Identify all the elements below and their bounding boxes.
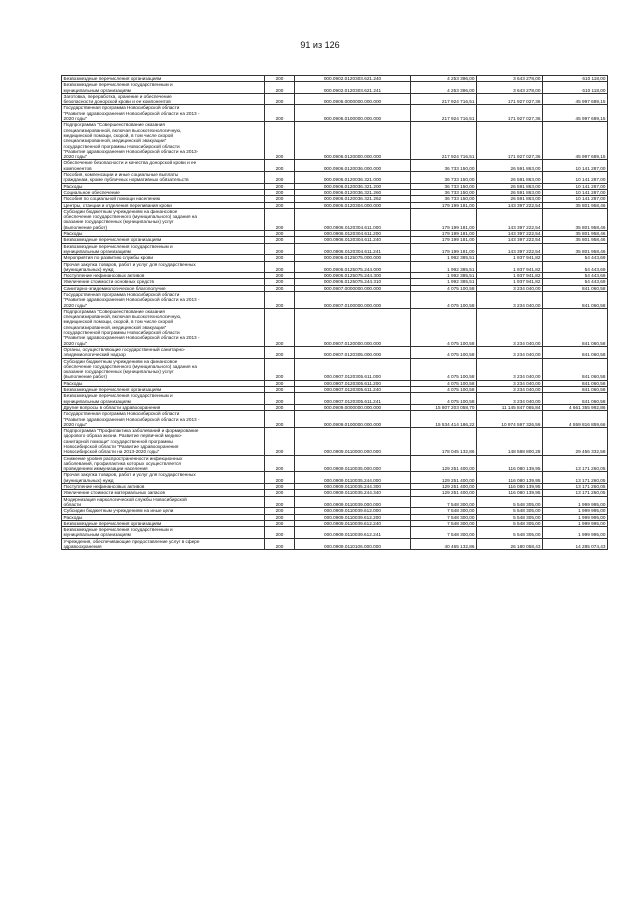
row-executed: 143 397 222,54 xyxy=(477,202,543,208)
row-code: 200 xyxy=(265,484,295,490)
budget-table-body xyxy=(62,76,608,550)
row-classification: 000.0909.0110039.000.000 xyxy=(295,496,411,508)
row-name: Безвозмездные перечисления организациям xyxy=(62,76,265,82)
row-approved: 179 199 181,00 xyxy=(411,237,477,243)
row-code: 200 xyxy=(265,172,295,184)
row-executed: 116 080 139,95 xyxy=(477,455,543,472)
row-unexecuted: 841 060,58 xyxy=(543,308,608,346)
row-code: 200 xyxy=(265,514,295,520)
row-code: 200 xyxy=(265,508,295,514)
row-unexecuted: 45 997 689,15 xyxy=(543,93,608,105)
row-classification: 000.0909.0110035.244.300 xyxy=(295,484,411,490)
row-unexecuted: 14 285 074,43 xyxy=(543,538,608,550)
row-approved: 4 075 100,58 xyxy=(411,291,477,308)
row-approved: 1 992 385,51 xyxy=(411,279,477,285)
row-approved: 4 075 100,58 xyxy=(411,380,477,386)
row-executed: 171 927 027,36 xyxy=(477,122,543,160)
row-classification: 000.0906.0125075.244.310 xyxy=(295,279,411,285)
row-name: Обеспечение безопасности и качества донорской крови и ее компонентов xyxy=(62,160,265,172)
row-unexecuted: 841 060,58 xyxy=(543,380,608,386)
row-name: Государственная программа Новосибирской области "Развитие здравоохранения Новосибирской области на 2013 - 2020 годы" xyxy=(62,291,265,308)
row-code: 200 xyxy=(265,490,295,496)
row-classification: 000.0906.0120036.321.000 xyxy=(295,172,411,184)
row-approved: 4 075 100,58 xyxy=(411,285,477,291)
row-approved: 4 075 100,58 xyxy=(411,346,477,358)
table-row xyxy=(62,404,608,410)
row-approved: 179 199 181,00 xyxy=(411,202,477,208)
row-code: 200 xyxy=(265,520,295,526)
table-row xyxy=(62,93,608,105)
table-row xyxy=(62,279,608,285)
row-executed: 5 548 305,00 xyxy=(477,496,543,508)
row-name: Поступление нефинансовых активов xyxy=(62,484,265,490)
row-executed: 5 548 305,00 xyxy=(477,527,543,539)
row-code: 200 xyxy=(265,243,295,255)
row-classification: 000.0906.0120304.611.240 xyxy=(295,237,411,243)
row-unexecuted: 54 443,69 xyxy=(543,273,608,279)
row-name: Расходы xyxy=(62,231,265,237)
row-name: Безвозмездные перечисления организациям xyxy=(62,387,265,393)
row-executed: 26 591 863,00 xyxy=(477,183,543,189)
table-row xyxy=(62,237,608,243)
row-unexecuted: 841 060,58 xyxy=(543,387,608,393)
row-unexecuted: 54 443,69 xyxy=(543,261,608,273)
row-approved: 1 992 385,51 xyxy=(411,261,477,273)
row-classification: 000.0909.0110106.000.000 xyxy=(295,538,411,550)
row-classification: 000.0902.0120303.621.241 xyxy=(295,82,411,94)
row-executed: 171 927 027,36 xyxy=(477,93,543,105)
row-code: 200 xyxy=(265,231,295,237)
row-approved: 4 253 396,00 xyxy=(411,82,477,94)
row-executed: 5 548 305,00 xyxy=(477,520,543,526)
row-unexecuted: 35 801 958,46 xyxy=(543,231,608,237)
row-approved: 4 075 100,58 xyxy=(411,358,477,380)
row-name: Субсидии бюджетным учреждениям на финансовое обеспечение государственного (муниципального) задания на оказание государственных (муниципальных) услуг (выполнение работ) xyxy=(62,208,265,230)
row-classification: 000.0906.0125075.000.000 xyxy=(295,255,411,261)
table-row xyxy=(62,243,608,255)
row-name: Органы, осуществляющие государственный санитарно- эпидемиологический надзор xyxy=(62,346,265,358)
row-name: Заготовка, переработка, хранение и обеспечение безопасности донорской крови и ее компонентов xyxy=(62,93,265,105)
row-code: 200 xyxy=(265,346,295,358)
table-row xyxy=(62,428,608,455)
row-executed: 3 234 040,00 xyxy=(477,291,543,308)
row-executed: 143 397 222,54 xyxy=(477,208,543,230)
row-name: Социальное обеспечение xyxy=(62,189,265,195)
row-classification: 000.0909.0000000.000.000 xyxy=(295,404,411,410)
row-classification: 000.0906.0125075.244.300 xyxy=(295,273,411,279)
row-classification: 000.0909.0110039.612.241 xyxy=(295,527,411,539)
table-row xyxy=(62,346,608,358)
row-code: 200 xyxy=(265,538,295,550)
table-row xyxy=(62,202,608,208)
row-classification: 000.0906.0120036.000.000 xyxy=(295,160,411,172)
table-row xyxy=(62,538,608,550)
row-classification: 000.0909.0100000.000.000 xyxy=(295,411,411,428)
row-code: 200 xyxy=(265,380,295,386)
row-unexecuted: 1 999 995,00 xyxy=(543,527,608,539)
row-name: Безвозмездные перечисления государственным и муниципальным организациям xyxy=(62,393,265,405)
row-code: 200 xyxy=(265,196,295,202)
row-classification: 000.0906.0120000.000.000 xyxy=(295,122,411,160)
row-code: 200 xyxy=(265,279,295,285)
row-unexecuted: 841 060,58 xyxy=(543,285,608,291)
row-name: Расходы xyxy=(62,183,265,189)
row-approved: 179 199 181,00 xyxy=(411,208,477,230)
row-unexecuted: 13 171 260,05 xyxy=(543,490,608,496)
row-classification: 000.0906.0120036.321.200 xyxy=(295,183,411,189)
row-classification: 000.0907.0120305.611.200 xyxy=(295,380,411,386)
row-code: 200 xyxy=(265,93,295,105)
row-name: Прочая закупка товаров, работ и услуг для государственных (муниципальных) нужд xyxy=(62,261,265,273)
row-approved: 129 251 400,00 xyxy=(411,472,477,484)
table-row xyxy=(62,520,608,526)
row-name: Учреждения, обеспечивающие предоставление услуг в сфере здравоохранения xyxy=(62,538,265,550)
row-code: 200 xyxy=(265,404,295,410)
row-executed: 116 080 139,95 xyxy=(477,472,543,484)
row-approved: 129 251 400,00 xyxy=(411,490,477,496)
table-row xyxy=(62,255,608,261)
row-code: 200 xyxy=(265,411,295,428)
row-classification: 000.0907.0120305.611.240 xyxy=(295,387,411,393)
page-number: 91 из 126 xyxy=(300,40,340,50)
row-name: Расходы xyxy=(62,380,265,386)
row-executed: 26 180 058,43 xyxy=(477,538,543,550)
row-name: Подпрограмма "Совершенствование оказания специализированной, включая высокотехнологичную, медицинской помощи, скорой, в том числе скорой специализированной, медицинской эвакуации" государственной программы Новосибирской области "Развитие здравоохранения Новосибирской области на 2013 - 2020 годы" xyxy=(62,308,265,346)
table-row xyxy=(62,358,608,380)
row-classification: 000.0906.0120036.321.262 xyxy=(295,196,411,202)
row-code: 200 xyxy=(265,273,295,279)
row-executed: 3 234 040,00 xyxy=(477,380,543,386)
row-name: Государственная программа Новосибирской области "Развитие здравоохранения Новосибирской области на 2013 - 2020 годы" xyxy=(62,411,265,428)
row-classification: 000.0906.0120036.321.260 xyxy=(295,189,411,195)
row-approved: 129 251 400,00 xyxy=(411,455,477,472)
row-unexecuted: 35 801 958,46 xyxy=(543,237,608,243)
row-classification: 000.0907.0000000.000.000 xyxy=(295,285,411,291)
row-executed: 1 937 941,82 xyxy=(477,255,543,261)
row-code: 200 xyxy=(265,387,295,393)
table-row xyxy=(62,455,608,472)
row-name: Расходы xyxy=(62,514,265,520)
row-name: Центры, станции и отделения переливания крови xyxy=(62,202,265,208)
row-classification: 000.0909.0110035.244.000 xyxy=(295,472,411,484)
row-code: 200 xyxy=(265,285,295,291)
row-classification: 000.0909.0110039.612.200 xyxy=(295,514,411,520)
row-unexecuted: 610 118,00 xyxy=(543,76,608,82)
row-approved: 217 924 716,51 xyxy=(411,122,477,160)
table-row xyxy=(62,393,608,405)
row-unexecuted: 841 060,58 xyxy=(543,291,608,308)
row-classification: 000.0909.0110035.244.340 xyxy=(295,490,411,496)
row-unexecuted: 13 171 260,05 xyxy=(543,484,608,490)
row-name: Модернизация наркологической службы Новосибирской области xyxy=(62,496,265,508)
row-approved: 7 548 300,00 xyxy=(411,520,477,526)
table-row xyxy=(62,527,608,539)
table-row xyxy=(62,490,608,496)
row-code: 200 xyxy=(265,393,295,405)
row-classification: 000.0909.0110000.000.000 xyxy=(295,428,411,455)
row-executed: 3 234 040,00 xyxy=(477,387,543,393)
row-approved: 4 075 100,58 xyxy=(411,308,477,346)
row-approved: 7 548 300,00 xyxy=(411,514,477,520)
row-unexecuted: 45 997 689,15 xyxy=(543,122,608,160)
row-code: 200 xyxy=(265,105,295,122)
row-executed: 143 397 222,54 xyxy=(477,231,543,237)
row-approved: 179 199 181,00 xyxy=(411,243,477,255)
row-unexecuted: 13 171 260,05 xyxy=(543,455,608,472)
row-name: Субсидии бюджетным учреждениям на финансовое обеспечение государственного (муниципального) задания на оказание государственных (муниципальных) услуг (выполнение работ) xyxy=(62,358,265,380)
row-classification: 000.0906.0120304.611.200 xyxy=(295,231,411,237)
row-classification: 000.0906.0120304.611.000 xyxy=(295,208,411,230)
table-row xyxy=(62,76,608,82)
row-unexecuted: 610 118,00 xyxy=(543,82,608,94)
row-name: Безвозмездные перечисления организациям xyxy=(62,520,265,526)
row-code: 200 xyxy=(265,208,295,230)
row-classification: 000.0909.0110039.612.000 xyxy=(295,508,411,514)
table-row xyxy=(62,291,608,308)
table-row xyxy=(62,484,608,490)
row-approved: 179 199 181,00 xyxy=(411,231,477,237)
row-unexecuted: 10 141 287,00 xyxy=(543,183,608,189)
row-executed: 5 548 305,00 xyxy=(477,514,543,520)
row-name: Снижение уровня распространенности инфекционных заболеваний, профилактика которых осуществляется проведением иммунизации населения xyxy=(62,455,265,472)
row-name: Безвозмездные перечисления государственным и муниципальным организациям xyxy=(62,82,265,94)
row-unexecuted: 1 999 995,00 xyxy=(543,520,608,526)
row-code: 200 xyxy=(265,76,295,82)
row-classification: 000.0907.0100000.000.000 xyxy=(295,291,411,308)
row-name: Поступление нефинансовых активов xyxy=(62,273,265,279)
table-row xyxy=(62,285,608,291)
row-name: Подпрограмма "Профилактика заболеваний и формирование здорового образа жизни. Развитие первичной медико- санитарной помощи" государственной программы Новосибирской области "Развитие здравоохранения Новосибирской области на 2013-2020 годы" xyxy=(62,428,265,455)
row-code: 200 xyxy=(265,496,295,508)
table-row xyxy=(62,196,608,202)
row-classification: 000.0909.0110035.000.000 xyxy=(295,455,411,472)
row-unexecuted: 35 801 958,46 xyxy=(543,208,608,230)
row-code: 200 xyxy=(265,261,295,273)
row-approved: 15 534 414 186,22 xyxy=(411,411,477,428)
row-executed: 26 591 863,00 xyxy=(477,160,543,172)
row-code: 200 xyxy=(265,291,295,308)
row-name: Пособия по социальной помощи населению xyxy=(62,196,265,202)
row-executed: 148 588 800,28 xyxy=(477,428,543,455)
table-row xyxy=(62,273,608,279)
row-executed: 26 591 863,00 xyxy=(477,196,543,202)
row-code: 200 xyxy=(265,160,295,172)
row-name: Безвозмездные перечисления государственным и муниципальным организациям xyxy=(62,527,265,539)
row-name: Санитарно-эпидемиологическое благополучие xyxy=(62,285,265,291)
row-unexecuted: 1 999 995,00 xyxy=(543,514,608,520)
row-classification: 000.0902.0120303.621.240 xyxy=(295,76,411,82)
row-executed: 3 234 040,00 xyxy=(477,308,543,346)
row-name: Другие вопросы в области здравоохранения xyxy=(62,404,265,410)
row-executed: 143 397 222,54 xyxy=(477,237,543,243)
row-approved: 36 733 150,00 xyxy=(411,196,477,202)
table-row xyxy=(62,472,608,484)
row-name: Безвозмездные перечисления организациям xyxy=(62,237,265,243)
row-classification: 000.0906.0120304.611.241 xyxy=(295,243,411,255)
row-executed: 3 643 278,00 xyxy=(477,76,543,82)
row-executed: 1 937 941,82 xyxy=(477,261,543,273)
row-executed: 116 080 139,95 xyxy=(477,490,543,496)
row-executed: 3 234 040,00 xyxy=(477,285,543,291)
row-unexecuted: 841 060,58 xyxy=(543,393,608,405)
row-code: 200 xyxy=(265,183,295,189)
row-name: Государственная программа Новосибирской области "Развитие здравоохранения Новосибирской области на 2013 - 2020 годы" xyxy=(62,105,265,122)
row-classification: 000.0907.0120000.000.000 xyxy=(295,308,411,346)
row-name: Прочая закупка товаров, работ и услуг для государственных (муниципальных) нужд xyxy=(62,472,265,484)
row-classification: 000.0907.0120305.000.000 xyxy=(295,346,411,358)
row-code: 200 xyxy=(265,472,295,484)
row-approved: 36 733 150,00 xyxy=(411,172,477,184)
row-executed: 26 591 863,00 xyxy=(477,189,543,195)
row-executed: 11 145 847 065,84 xyxy=(477,404,543,410)
row-approved: 7 548 300,00 xyxy=(411,527,477,539)
row-executed: 116 080 139,95 xyxy=(477,484,543,490)
table-row xyxy=(62,508,608,514)
row-approved: 4 253 396,00 xyxy=(411,76,477,82)
row-executed: 10 974 597 326,56 xyxy=(477,411,543,428)
row-unexecuted: 54 443,69 xyxy=(543,279,608,285)
row-unexecuted: 45 997 689,15 xyxy=(543,105,608,122)
row-executed: 5 548 305,00 xyxy=(477,508,543,514)
row-executed: 3 643 278,00 xyxy=(477,82,543,94)
row-executed: 1 937 941,82 xyxy=(477,279,543,285)
row-executed: 171 927 027,36 xyxy=(477,105,543,122)
row-unexecuted: 1 999 995,00 xyxy=(543,496,608,508)
row-code: 200 xyxy=(265,255,295,261)
row-code: 200 xyxy=(265,527,295,539)
row-classification: 000.0907.0120305.611.000 xyxy=(295,358,411,380)
row-name: Субсидии бюджетным учреждениям на иные цели xyxy=(62,508,265,514)
row-classification: 000.0906.0000000.000.000 xyxy=(295,93,411,105)
row-name: Подпрограмма "Совершенствование оказания специализированной, включая высокотехнологичную, медицинской помощи, скорой, в том числе скорой специализированной, медицинской эвакуации" государственной программы Новосибирской области "Развитие здравоохранения Новосибирской области на 2013- 2020 годы" xyxy=(62,122,265,160)
row-name: Мероприятия по развитию службы крови xyxy=(62,255,265,261)
table-row xyxy=(62,387,608,393)
row-unexecuted: 54 443,69 xyxy=(543,255,608,261)
row-approved: 1 992 385,51 xyxy=(411,273,477,279)
row-classification: 000.0906.0100000.000.000 xyxy=(295,105,411,122)
table-row xyxy=(62,172,608,184)
row-code: 200 xyxy=(265,428,295,455)
row-code: 200 xyxy=(265,82,295,94)
row-code: 200 xyxy=(265,308,295,346)
row-unexecuted: 10 141 287,00 xyxy=(543,189,608,195)
table-row xyxy=(62,496,608,508)
row-unexecuted: 10 141 287,00 xyxy=(543,196,608,202)
table-row xyxy=(62,105,608,122)
row-name: Увеличение стоимости основных средств xyxy=(62,279,265,285)
budget-table xyxy=(61,75,608,550)
row-unexecuted: 10 141 287,00 xyxy=(543,160,608,172)
row-unexecuted: 4 661 355 992,86 xyxy=(543,404,608,410)
row-unexecuted: 841 060,58 xyxy=(543,358,608,380)
row-approved: 7 548 300,00 xyxy=(411,496,477,508)
row-approved: 15 807 203 058,70 xyxy=(411,404,477,410)
row-approved: 36 733 150,00 xyxy=(411,183,477,189)
row-classification: 000.0906.0125075.244.000 xyxy=(295,261,411,273)
row-name: Безвозмездные перечисления государственным и муниципальным организациям xyxy=(62,243,265,255)
row-approved: 36 733 150,00 xyxy=(411,189,477,195)
row-approved: 1 992 385,51 xyxy=(411,255,477,261)
row-name: Пособия, компенсации и иные социальные выплаты гражданам, кроме публичных нормативных обязательств xyxy=(62,172,265,184)
row-executed: 3 234 040,00 xyxy=(477,346,543,358)
row-unexecuted: 35 801 958,46 xyxy=(543,202,608,208)
row-executed: 26 591 863,00 xyxy=(477,172,543,184)
table-row xyxy=(62,208,608,230)
row-unexecuted: 4 559 816 859,66 xyxy=(543,411,608,428)
row-code: 200 xyxy=(265,202,295,208)
row-executed: 3 234 040,00 xyxy=(477,393,543,405)
row-unexecuted: 13 171 260,05 xyxy=(543,472,608,484)
row-classification: 000.0909.0110039.612.240 xyxy=(295,520,411,526)
row-unexecuted: 10 141 287,00 xyxy=(543,172,608,184)
row-classification: 000.0906.0120304.000.000 xyxy=(295,202,411,208)
row-unexecuted: 841 060,58 xyxy=(543,346,608,358)
row-approved: 4 075 100,58 xyxy=(411,393,477,405)
row-approved: 40 465 132,86 xyxy=(411,538,477,550)
row-code: 200 xyxy=(265,122,295,160)
row-executed: 1 937 941,82 xyxy=(477,273,543,279)
row-unexecuted: 35 801 958,46 xyxy=(543,243,608,255)
row-code: 200 xyxy=(265,358,295,380)
row-code: 200 xyxy=(265,455,295,472)
row-approved: 36 733 150,00 xyxy=(411,160,477,172)
table-row xyxy=(62,411,608,428)
row-classification: 000.0907.0120305.611.241 xyxy=(295,393,411,405)
row-approved: 217 924 716,51 xyxy=(411,105,477,122)
row-approved: 7 548 300,00 xyxy=(411,508,477,514)
row-approved: 129 251 400,00 xyxy=(411,484,477,490)
table-row xyxy=(62,160,608,172)
table-row xyxy=(62,82,608,94)
row-approved: 178 045 132,86 xyxy=(411,428,477,455)
row-unexecuted: 29 456 332,58 xyxy=(543,428,608,455)
table-row xyxy=(62,261,608,273)
row-unexecuted: 1 999 995,00 xyxy=(543,508,608,514)
row-code: 200 xyxy=(265,237,295,243)
row-executed: 3 234 040,00 xyxy=(477,358,543,380)
row-code: 200 xyxy=(265,189,295,195)
table-row xyxy=(62,308,608,346)
row-approved: 4 075 100,58 xyxy=(411,387,477,393)
row-name: Увеличение стоимости материальных запасов xyxy=(62,490,265,496)
row-approved: 217 924 716,51 xyxy=(411,93,477,105)
row-executed: 143 397 222,54 xyxy=(477,243,543,255)
table-row xyxy=(62,122,608,160)
